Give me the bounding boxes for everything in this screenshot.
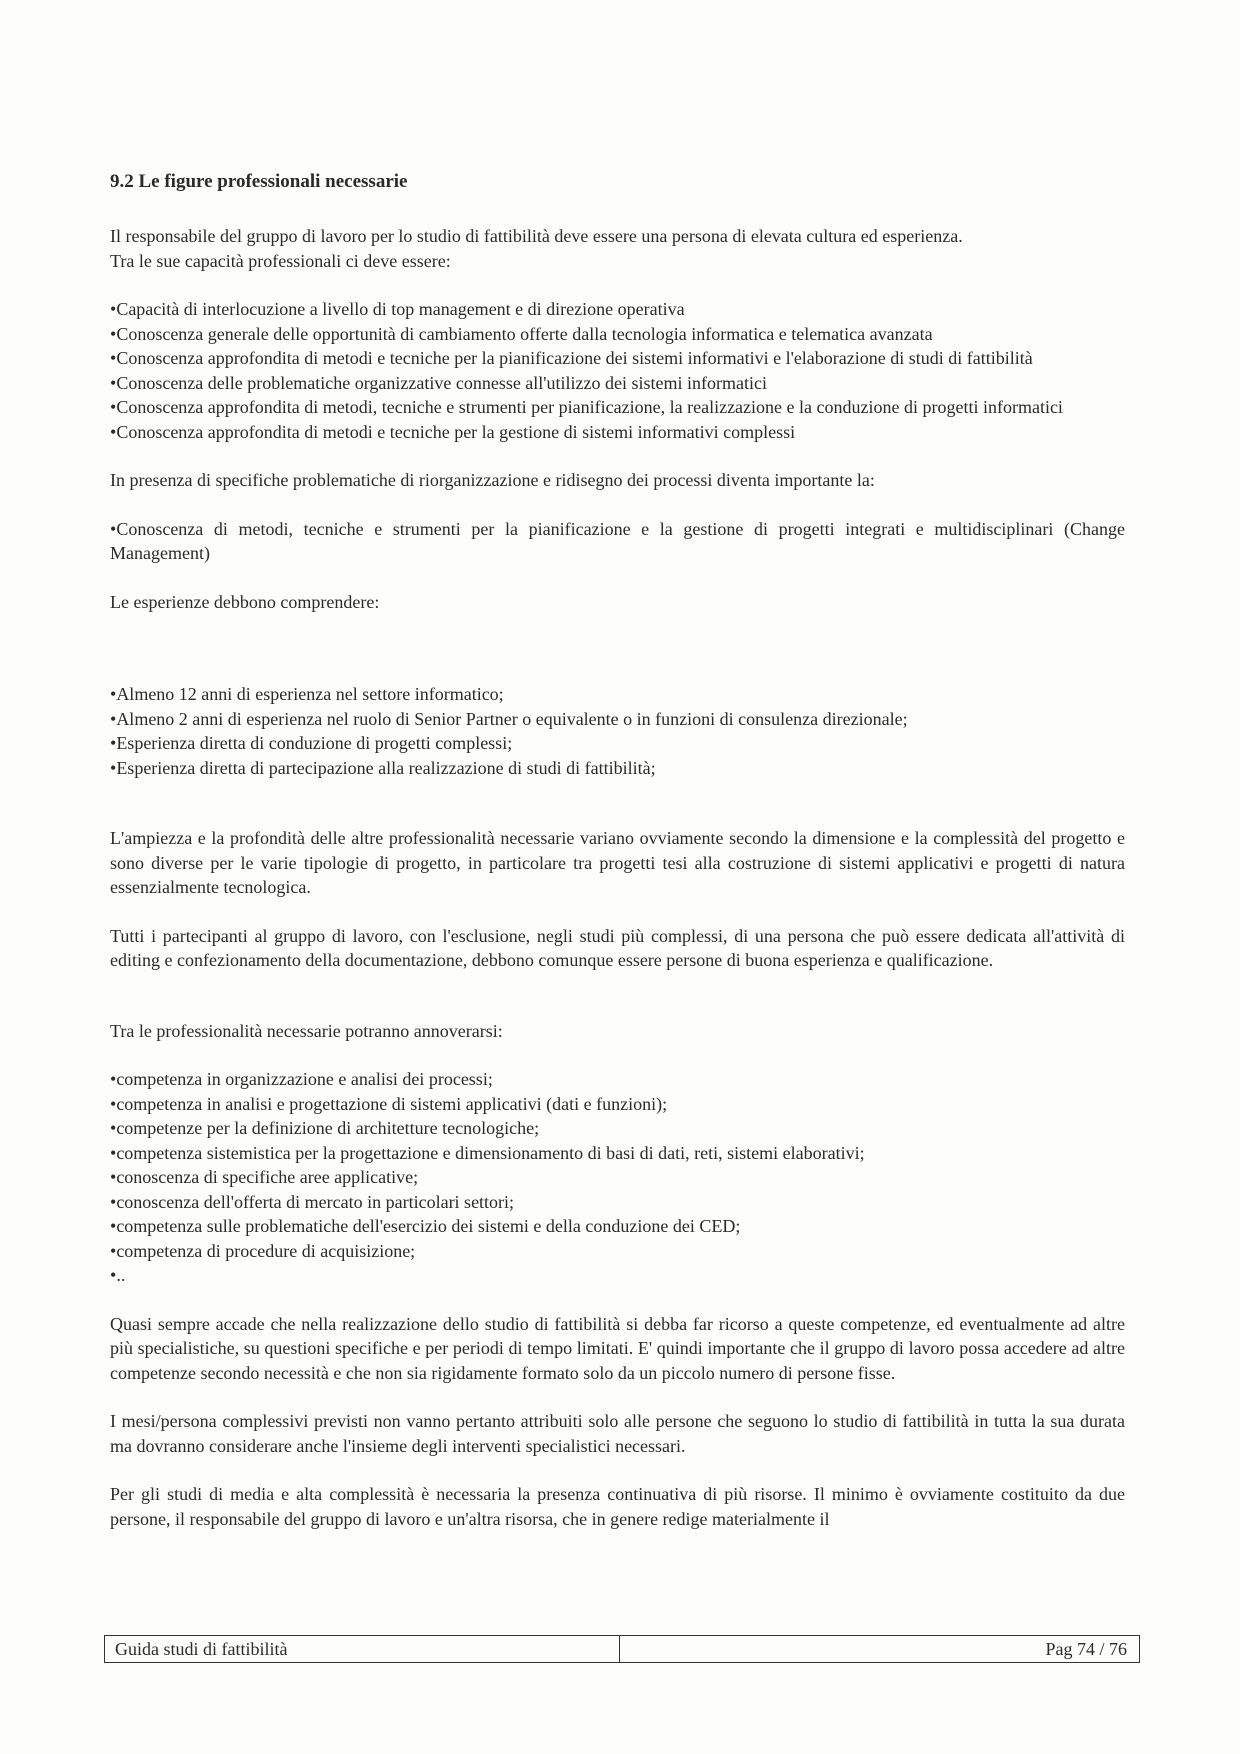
- list-item: • Conoscenza generale delle opportunità di cambiamento offerte dalla tecnologia informatica e telematica avanzata: [110, 322, 1125, 347]
- list-item: • Esperienza diretta di conduzione di progetti complessi;: [110, 731, 1125, 756]
- per-paragraph: Per gli studi di media e alta complessità è necessaria la presenza continuativa di più risorse. Il minimo è ovviamente costituito da due persone, il responsabile del gruppo di lavoro e un'altra risorsa, che in genere redige materialmente il: [110, 1484, 1125, 1529]
- list-item: • Conoscenza delle problematiche organizzative connesse all'utilizzo dei sistemi informatici: [110, 371, 1125, 396]
- section-heading: 9.2 Le figure professionali necessarie: [110, 171, 408, 192]
- list-item: • conoscenza di specifiche aree applicative;: [110, 1165, 1125, 1190]
- footer-title: Guida studi di fattibilità: [105, 1636, 620, 1662]
- reorg-intro: In presenza di specifiche problematiche di riorganizzazione e ridisegno dei processi diventa importante la:: [110, 470, 875, 490]
- intro-line: Tra le sue capacità professionali ci deve essere:: [110, 250, 451, 271]
- change-management-item: • Conoscenza di metodi, tecniche e strumenti per la pianificazione e la gestione di progetti integrati e multidisciplinari (Change Management): [110, 517, 1125, 566]
- experience-intro: Le esperienze debbono comprendere:: [110, 591, 380, 612]
- list-item: • competenza sulle problematiche dell'esercizio dei sistemi e della conduzione dei CED;: [110, 1214, 1125, 1239]
- professionalities-list: [110, 1067, 1125, 1288]
- mesi-paragraph: I mesi/persona complessivi previsti non vanno pertanto attribuiti solo alle persone che seguono lo studio di fattibilità in tutta la sua durata ma dovranno considerare anche l'insieme degli interventi specialistici necessari.: [110, 1411, 1125, 1456]
- list-item: • ..: [110, 1263, 1125, 1288]
- capacities-list: [110, 297, 1125, 444]
- footer-page-number: Pag 74 / 76: [1045, 1638, 1127, 1659]
- list-item: • competenza sistemistica per la progettazione e dimensionamento di basi di dati, reti, sistemi elaborativi;: [110, 1141, 1125, 1166]
- ampiezza-paragraph: L'ampiezza e la profondità delle altre professionalità necessarie variano ovviamente secondo la dimensione e la complessità del progetto e sono diverse per le varie tipologie di progetto, in particolare tra progetti tesi alla costruzione di sistemi applicativi e progetti di natura essenzialmente tecnologica.: [110, 828, 1125, 897]
- list-item: • competenza in analisi e progettazione di sistemi applicativi (dati e funzioni);: [110, 1092, 1125, 1117]
- list-item: • Almeno 12 anni di esperienza nel settore informatico;: [110, 682, 1125, 707]
- list-item: • Esperienza diretta di partecipazione alla realizzazione di studi di fattibilità;: [110, 756, 1125, 781]
- list-item: • Capacità di interlocuzione a livello di top management e di direzione operativa: [110, 297, 1125, 322]
- list-item: • Conoscenza approfondita di metodi e tecniche per la gestione di sistemi informativi complessi: [110, 420, 1125, 445]
- list-item: • Conoscenza approfondita di metodi e tecniche per la pianificazione dei sistemi informativi e l'elaborazione di studi di fattibilità: [110, 346, 1125, 371]
- experiences-list: [110, 682, 1125, 780]
- intro-paragraph: [110, 224, 1125, 273]
- list-item: • conoscenza dell'offerta di mercato in particolari settori;: [110, 1190, 1125, 1215]
- page-footer: [104, 1635, 1140, 1663]
- list-item: • Almeno 2 anni di esperienza nel ruolo di Senior Partner o equivalente o in funzioni di consulenza direzionale;: [110, 707, 1125, 732]
- list-item: • competenza di procedure di acquisizione;: [110, 1239, 1125, 1264]
- list-item: • competenza in organizzazione e analisi dei processi;: [110, 1067, 1125, 1092]
- tutti-paragraph: Tutti i partecipanti al gruppo di lavoro, con l'esclusione, negli studi più complessi, di una persona che può essere dedicata all'attività di editing e confezionamento della documentazione, debbono comunque essere persone di buona esperienza e qualificazione.: [110, 925, 1125, 970]
- list-item: • competenze per la definizione di architetture tecnologiche;: [110, 1116, 1125, 1141]
- intro-line: Il responsabile del gruppo di lavoro per lo studio di fattibilità deve essere una persona di elevata cultura ed esperienza.: [110, 226, 963, 246]
- quasi-paragraph: Quasi sempre accade che nella realizzazione dello studio di fattibilità si debba far ricorso a queste competenze, ed eventualmente ad altre più specialistiche, su questioni specifiche e per periodi di tempo limitati. E' quindi importante che il gruppo di lavoro possa accedere ad altre competenze secondo necessità e che non sia rigidamente formato solo da un piccolo numero di persone fisse.: [110, 1313, 1125, 1383]
- professionalities-intro: Tra le professionalità necessarie potranno annoverarsi:: [110, 1020, 503, 1041]
- page-content: [110, 170, 1125, 1531]
- list-item: • Conoscenza approfondita di metodi, tecniche e strumenti per pianificazione, la realizzazione e la conduzione di progetti informatici: [110, 395, 1125, 420]
